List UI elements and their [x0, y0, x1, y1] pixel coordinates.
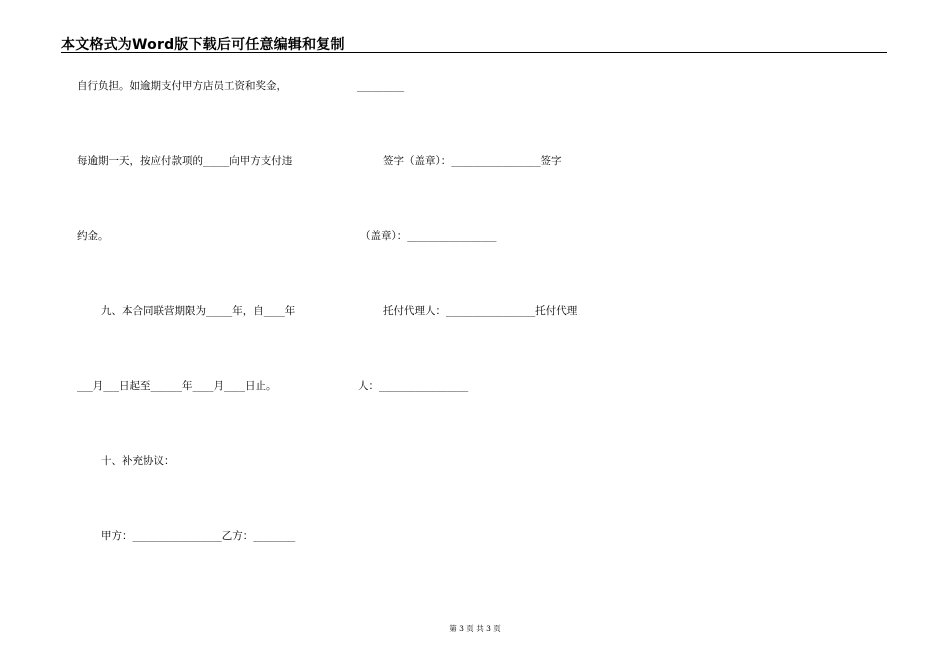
right-line-5: 人：_________________ — [358, 380, 469, 392]
document-header-title: 本文格式为Word版下载后可任意编辑和复制 — [61, 37, 345, 53]
left-line-7: 甲方：_________________乙方：________ — [101, 530, 296, 542]
right-line-2: 签字（盖章）：_________________签字 — [383, 155, 562, 167]
left-line-2: 每逾期一天，按应付款项的_____向甲方支付违 — [77, 155, 293, 167]
right-line-4: 托付代理人：_________________托付代理 — [383, 305, 578, 317]
header-divider — [61, 52, 887, 53]
left-line-5: ___月___日起至______年____月____日止。 — [77, 380, 277, 392]
page-footer: 第 3 页 共 3 页 — [449, 624, 501, 633]
left-line-6: 十、补充协议： — [101, 455, 175, 467]
right-line-3: （盖章）：_________________ — [360, 230, 497, 242]
left-line-1: 自行负担。如逾期支付甲方店员工资和奖金， — [77, 80, 287, 92]
left-line-4: 九、本合同联营期限为_____年，自____年 — [101, 305, 296, 317]
right-line-1: _________ — [357, 80, 405, 92]
left-line-3: 约金。 — [77, 230, 109, 242]
